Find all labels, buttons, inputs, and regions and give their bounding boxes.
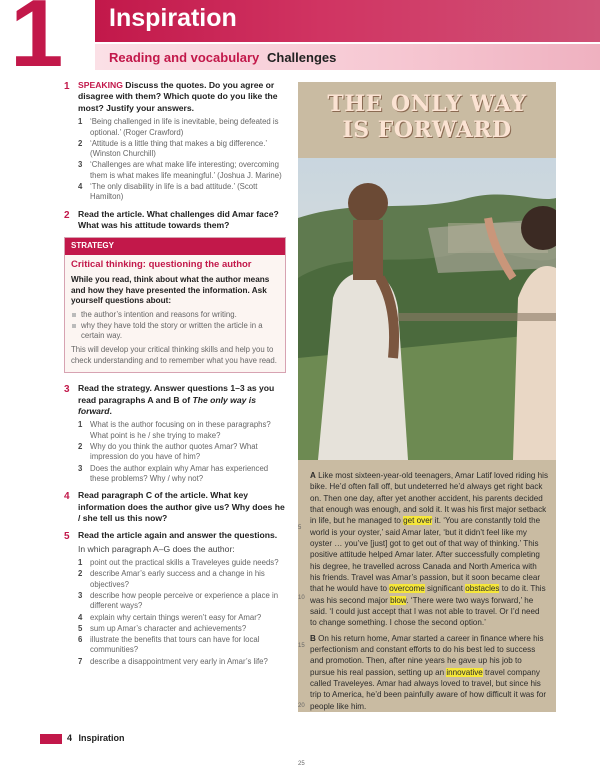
- highlighted-word: obstacles: [465, 584, 500, 594]
- strategy-bullet: why they have told the story or written the article in a certain way.: [71, 321, 279, 342]
- list-item: [78, 117, 286, 138]
- page-number: 4: [67, 733, 73, 743]
- item-text: explain why certain things weren’t easy for Amar?: [90, 612, 262, 622]
- unit-banner: [95, 0, 600, 42]
- exercise-5: [64, 530, 286, 667]
- unit-number: 1: [10, 0, 64, 87]
- strategy-intro: While you read, think about what the author means and how they have presented the information. Ask yourself questions about:: [71, 274, 270, 306]
- strategy-title: Critical thinking: questioning the author: [71, 258, 252, 270]
- paragraph-letter: A: [310, 471, 316, 480]
- item-text: describe how people perceive or experience a place in different ways?: [90, 591, 279, 611]
- highlighted-word: innovative: [446, 667, 483, 677]
- item-number: 3: [78, 463, 83, 473]
- strategy-footer: This will develop your critical thinking skills and help you to check understanding and to remember what you have read.: [71, 345, 277, 365]
- line-number: 25: [298, 761, 305, 767]
- item-text: sum up Amar’s character and achievements?: [90, 623, 247, 633]
- paragraph-a: [310, 470, 548, 629]
- list-item: [78, 591, 286, 612]
- strategy-box: [64, 237, 286, 373]
- list-item: [78, 442, 286, 463]
- item-text: ‘Attitude is a little thing that makes a big difference.’ (Winston Churchill): [90, 138, 267, 159]
- exercise-4: [64, 490, 286, 524]
- item-text: describe Amar’s early success and a change in his objectives?: [90, 569, 265, 589]
- list-item: [78, 139, 286, 160]
- speaking-label: SPEAKING: [78, 80, 123, 90]
- exercise-instruction: [78, 80, 286, 114]
- exercise-number: 3: [64, 384, 70, 396]
- item-text: Does the author explain why Amar has experienced these problems? Why / why not?: [90, 463, 269, 483]
- exercise-text: Discuss the quotes. Do you agree or disagree with them? Which quote do you like the most? Justify your answers.: [78, 80, 278, 113]
- text-segment: Like most sixteen-year-old teenagers, Amar Latif loved riding his bike. He’d often fall off, but undeterred he’d always get right back on. Then one day, after yet another accident, his parents decided that enough was enough, and sold it. It was his first major setback in life, but he managed to: [310, 471, 548, 526]
- article-title-line: THE ONLY WAY: [327, 91, 527, 117]
- article-title-line: IS FORWARD: [342, 116, 512, 143]
- article-panel: [298, 82, 556, 767]
- exercise-1: [64, 80, 286, 203]
- item-number: 3: [78, 591, 83, 601]
- item-number: 2: [78, 569, 83, 579]
- line-number: 20: [298, 703, 305, 709]
- strategy-header: STRATEGY: [65, 238, 285, 255]
- strategy-body: [65, 255, 285, 372]
- list-item: [78, 182, 286, 203]
- list-item: [78, 464, 286, 485]
- exercise-number: 2: [64, 209, 70, 221]
- list-item: [78, 420, 286, 441]
- page-footer: [67, 733, 125, 743]
- section-label: Reading and vocabulary: [109, 50, 260, 65]
- item-number: 6: [78, 635, 83, 645]
- item-text: Why do you think the author quotes Amar? What impression do you have of him?: [90, 441, 258, 462]
- item-text: point out the practical skills a Traveleyes guide needs?: [90, 558, 279, 568]
- line-number: 15: [298, 643, 305, 649]
- text-segment: it. ‘You are constantly told the world is your oyster,’ said Amar later, ‘but it didn’t feel like my oyster … you’ve [just] got to get out of that way of thinking.’ This positive attitude helped Amar later. After successfully completing his degree, he travelled across Canada and North America with his friends. Travel was Amar’s passion, but it soon became clear that he would have to: [310, 516, 541, 594]
- item-text: ‘Challenges are what make life interesting; overcoming them is what makes life meaningful.’ (Joshua J. Marine): [90, 160, 282, 180]
- list-item: [78, 160, 286, 181]
- item-number: 7: [78, 656, 83, 666]
- list-item: [78, 624, 286, 634]
- item-text: describe a disappointment very early in Amar’s life?: [90, 656, 268, 666]
- item-text: ‘The only disability in life is a bad attitude.’ (Scott Hamilton): [90, 181, 258, 202]
- list-item: [78, 657, 286, 667]
- item-number: 1: [78, 117, 83, 127]
- photo-illustration: [298, 158, 556, 460]
- exercise-subtext: In which paragraph A–G does the author:: [78, 543, 235, 554]
- question-list: [78, 420, 286, 484]
- exercise-instruction: Read the article. What challenges did Amar face? What was his attitude towards them?: [78, 208, 279, 230]
- exercise-text-end: .: [109, 405, 112, 416]
- line-number: 5: [298, 525, 302, 531]
- item-number: 5: [78, 623, 83, 633]
- line-number: 10: [298, 595, 305, 601]
- item-text: ‘Being challenged in life is inevitable, being defeated is optional.’ (Roger Crawford): [90, 117, 279, 137]
- text-segment: significant: [424, 584, 466, 594]
- item-text: illustrate the benefits that tours can have for local communities?: [90, 635, 260, 655]
- list-item: [78, 569, 286, 590]
- exercise-instruction: [78, 383, 286, 417]
- article-title-ref: The only way is forward: [78, 394, 256, 416]
- text-segment: to do it. This was his second major: [310, 584, 546, 605]
- exercise-instruction: Read the article again and answer the questions.: [78, 530, 278, 541]
- item-number: 4: [78, 181, 83, 191]
- footer-accent: [40, 734, 62, 744]
- footer-title: Inspiration: [78, 733, 125, 743]
- item-number: 1: [78, 558, 83, 568]
- exercise-number: 1: [64, 81, 70, 92]
- quote-list: [78, 117, 286, 202]
- item-number: 4: [78, 612, 83, 622]
- item-number: 3: [78, 160, 83, 170]
- exercise-number: 5: [64, 531, 70, 543]
- item-number: 2: [78, 441, 83, 451]
- section-bar: [95, 44, 600, 70]
- article-title: [298, 92, 556, 144]
- item-number: 1: [78, 420, 83, 430]
- text-segment: On his return home, Amar started a career in finance where his perfectionism and constant efforts to do his best led to success and promotion. Then, after nine years he gave up his job to pursue his real passion, setting up an: [310, 633, 544, 677]
- text-segment: . ‘There were two ways forward,’ he said. ‘I could just accept that I was not able to travel. Or I’d need to change something. I chose the second option.’: [310, 595, 540, 628]
- exercise-instruction: Read paragraph C of the article. What key information does the author give us? Why does he / she tell us this now?: [78, 490, 285, 523]
- list-item: [78, 635, 286, 656]
- article-body: [298, 470, 548, 767]
- exercise-number: 4: [64, 491, 70, 503]
- list-item: [78, 613, 286, 623]
- list-item: [78, 558, 286, 568]
- exercise-3: [64, 383, 286, 484]
- text-segment: travel company called Traveleyes. Amar had always loved to travel, but since his trip to America, he’d been painfully aware of how difficult it was for people like him.: [310, 667, 547, 711]
- article-photo: [298, 158, 556, 460]
- question-list: [78, 558, 286, 667]
- item-number: 2: [78, 138, 83, 148]
- highlighted-word: overcome: [389, 584, 425, 594]
- highlighted-word: blow: [390, 595, 407, 605]
- paragraph-letter: B: [310, 633, 316, 643]
- item-text: What is the author focusing on in these paragraphs? What point is he / she trying to make?: [90, 420, 271, 440]
- exercise-text: Read the strategy. Answer questions 1–3 as you read paragraphs A and B of: [78, 383, 275, 405]
- strategy-bullet: the author’s intention and reasons for writing.: [71, 310, 279, 320]
- unit-title: Inspiration: [109, 4, 237, 32]
- exercises-column: [64, 80, 286, 673]
- exercise-2: [64, 209, 286, 232]
- highlighted-word: get over: [403, 516, 433, 526]
- topic-label: Challenges: [267, 50, 337, 65]
- paragraph-b: [310, 633, 548, 712]
